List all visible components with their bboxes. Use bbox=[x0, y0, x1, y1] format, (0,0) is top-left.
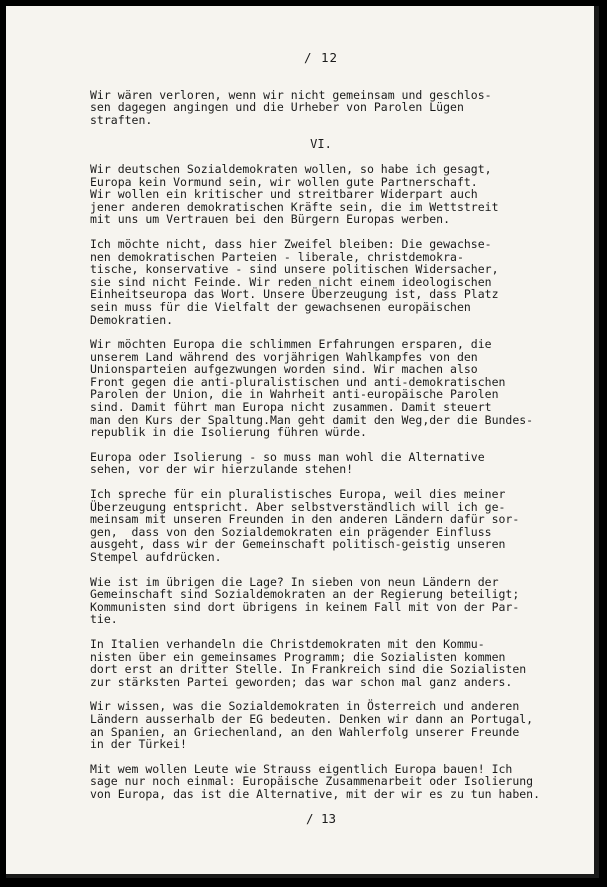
paragraph-2 bbox=[90, 163, 552, 226]
paragraph-3 bbox=[90, 238, 552, 326]
page-number-header: / 12 bbox=[303, 50, 339, 65]
text-line: tie. bbox=[90, 612, 118, 627]
text-line: Wir wollen ein kritischer und streitbarer Widerpart auch bbox=[90, 187, 478, 202]
text-line: Einheitseuropa das Wort. Unsere Überzeugung ist, dass Platz bbox=[90, 287, 499, 302]
text-line: Front gegen die anti-pluralistischen und anti-demokratischen bbox=[90, 374, 506, 389]
paragraph-1 bbox=[90, 89, 552, 127]
text-line: Europa kein Vormund sein, wir wollen gute Partnerschaft. bbox=[90, 174, 478, 189]
text-line: Demokratien. bbox=[90, 312, 174, 327]
text-line: Wie ist im übrigen die Lage? In sieben von neun Ländern der bbox=[90, 574, 499, 589]
section-heading: VI. bbox=[310, 137, 332, 152]
text-line: jener anderen demokratischen Kräfte sein, die im Wettstreit bbox=[90, 199, 499, 214]
text-line: Ich spreche für ein pluralistisches Europa, weil dies meiner bbox=[90, 487, 506, 502]
text-line: sehen, vor der wir hierzulande stehen! bbox=[90, 462, 354, 477]
paragraph-6 bbox=[90, 488, 552, 564]
text-line: Wir möchten Europa die schlimmen Erfahrungen ersparen, die bbox=[90, 337, 492, 352]
text-line: republik in die Isolierung führen würde. bbox=[90, 425, 367, 440]
text-line: In Italien verhandeln die Christdemokraten mit den Kommu- bbox=[90, 636, 485, 651]
text-line: Stempel aufdrücken. bbox=[90, 550, 222, 564]
scan-edge-bottom bbox=[6, 874, 599, 878]
text-line: dort erst an dritter Stelle. In Frankreich sind die Sozialisten bbox=[90, 662, 527, 677]
text-line: straften. bbox=[90, 112, 153, 127]
text-line: in der Türkei! bbox=[90, 737, 187, 752]
text-line: Wir wären verloren, wenn wir nicht gemeinsam und geschlos- bbox=[90, 87, 492, 102]
text-line: unserem Land während des vorjährigen Wahlkampfes von den bbox=[90, 349, 478, 364]
paragraph-5 bbox=[90, 451, 552, 476]
text-line: sind. Damit führt man Europa nicht zusammen. Damit steuert bbox=[90, 400, 492, 415]
text-line: Unionsparteien aufgezwungen worden sind. Wir machen also bbox=[90, 362, 478, 377]
text-line: zur stärksten Partei geworden; das war schon mal ganz anders. bbox=[90, 674, 513, 689]
text-line: meinsam mit unseren Freunden in den anderen Ländern dafür sor- bbox=[90, 512, 520, 527]
text-line: Europa oder Isolierung - so muss man wohl die Alternative bbox=[90, 449, 485, 464]
paragraph-7 bbox=[90, 576, 552, 626]
text-line: mit uns um Vertrauen bei den Bürgern Europas werben. bbox=[90, 212, 451, 227]
text-line: sein muss für die Vielfalt der gewachsenen europäischen bbox=[90, 299, 471, 314]
text-line: nisten über ein gemeinsames Programm; die Sozialisten kommen bbox=[90, 649, 506, 664]
text-line: sage nur noch einmal: Europäische Zusammenarbeit oder Isolierung bbox=[90, 774, 534, 789]
paragraph-4 bbox=[90, 338, 552, 439]
text-line: Kommunisten sind dort übrigens in keinem Fall mit von der Par- bbox=[90, 599, 520, 614]
text-line: sen dagegen angingen und die Urheber von Parolen Lügen bbox=[90, 100, 464, 115]
next-page-marker: / 13 bbox=[305, 810, 337, 826]
text-line: gen, dass von den Sozialdemokraten ein prägender Einfluss bbox=[90, 524, 492, 539]
text-line: ausgeht, dass wir der Gemeinschaft politisch-geistig unseren bbox=[90, 537, 506, 552]
text-line: Wir deutschen Sozialdemokraten wollen, so habe ich gesagt, bbox=[90, 161, 492, 176]
text-line: nen demokratischen Parteien - liberale, christdemokra- bbox=[90, 249, 464, 264]
text-line: sie sind nicht Feinde. Wir reden nicht einem ideologischen bbox=[90, 274, 492, 289]
paragraph-10 bbox=[90, 763, 552, 801]
text-line: Mit wem wollen Leute wie Strauss eigentlich Europa bauen! Ich bbox=[90, 761, 513, 776]
paragraph-9 bbox=[90, 700, 552, 750]
text-line: an Spanien, an Griechenland, an den Wahlerfolg unserer Freunde bbox=[90, 724, 520, 739]
text-line: Überzeugung entspricht. Aber selbstverständlich will ich ge- bbox=[90, 499, 506, 514]
text-line: Wir wissen, was die Sozialdemokraten in Österreich und anderen bbox=[90, 699, 520, 714]
text-line: Ich möchte nicht, dass hier Zweifel bleiben: Die gewachse- bbox=[90, 236, 492, 251]
paragraph-8 bbox=[90, 638, 552, 688]
text-line: tische, konservative - sind unsere politischen Widersacher, bbox=[90, 262, 499, 277]
scan-edge-right bbox=[594, 6, 599, 878]
text-line: Parolen der Union, die in Wahrheit anti-europäische Parolen bbox=[90, 387, 499, 402]
document-body bbox=[90, 52, 552, 825]
text-line: Ländern ausserhalb der EG bedeuten. Denken wir dann an Portugal, bbox=[90, 711, 534, 726]
text-line: man den Kurs der Spaltung.Man geht damit den Weg,der die Bundes- bbox=[90, 412, 534, 427]
text-line: Gemeinschaft sind Sozialdemokraten an der Regierung beteiligt; bbox=[90, 587, 520, 602]
scanned-page bbox=[6, 6, 599, 878]
text-line: von Europa, das ist die Alternative, mit der wir es zu tun haben. bbox=[90, 786, 541, 801]
